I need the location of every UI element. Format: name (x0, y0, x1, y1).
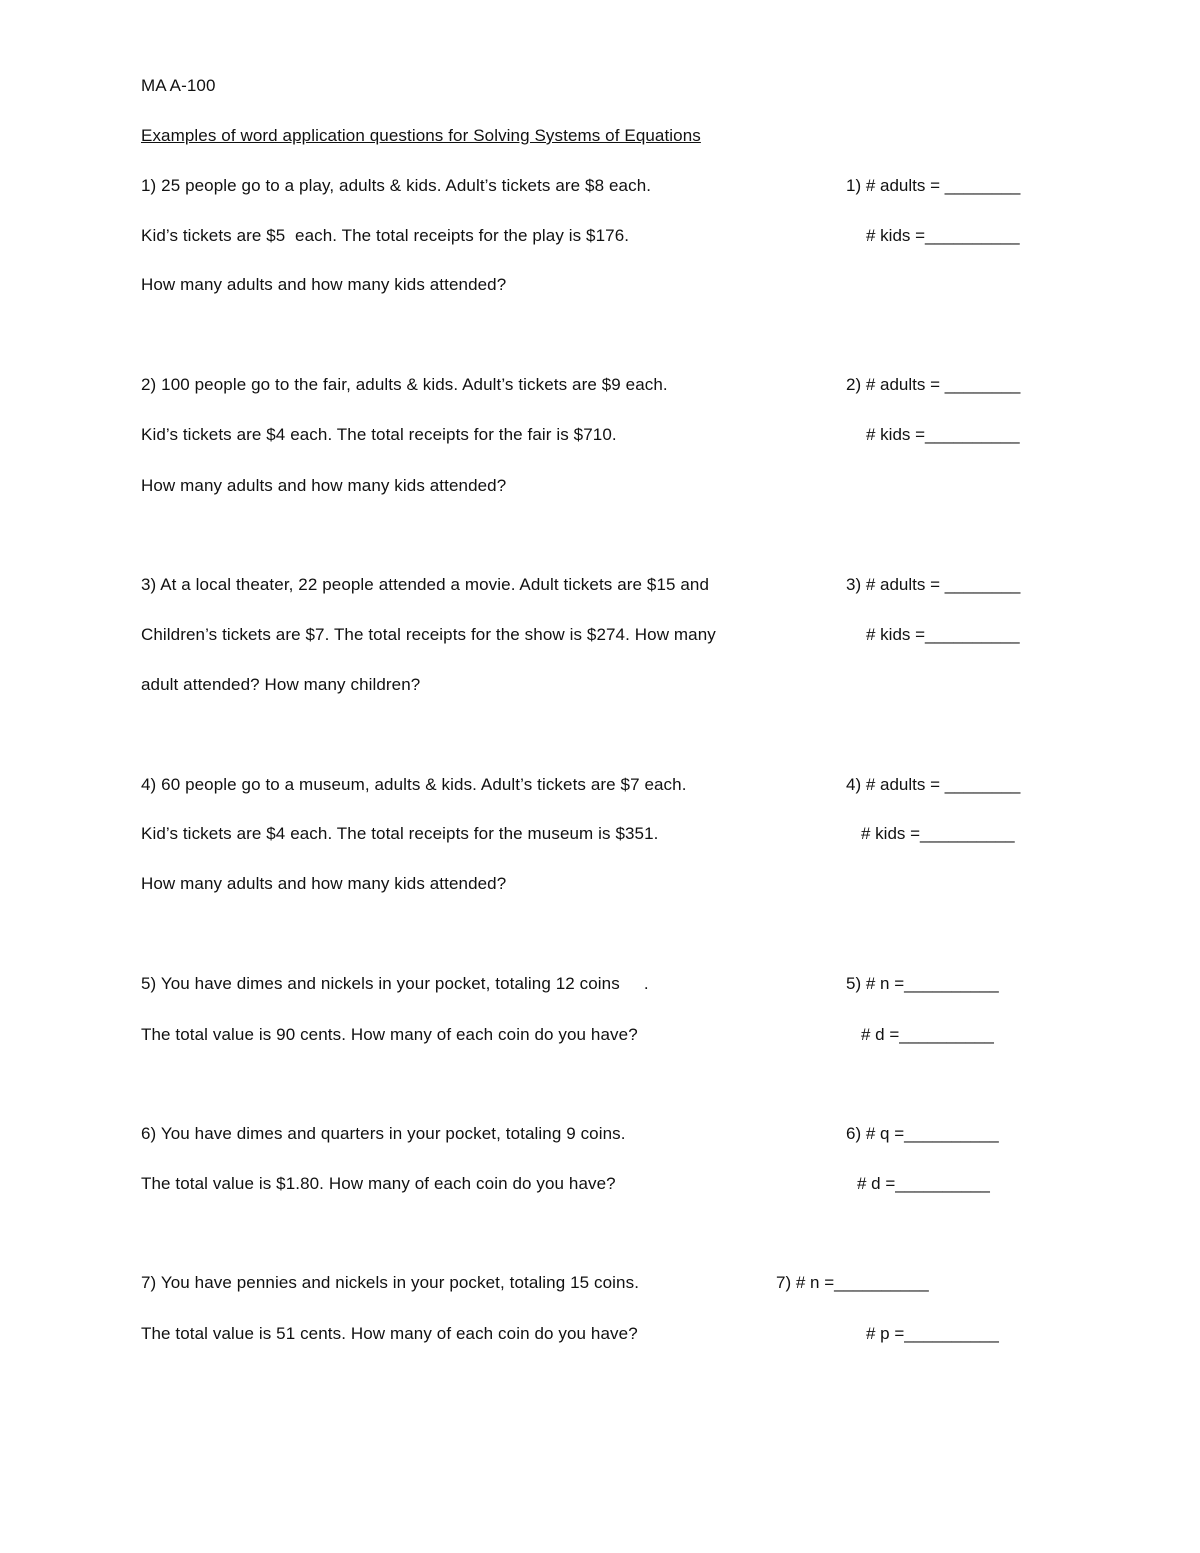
problem-1-line-2: Kid’s tickets are $5 each. The total receipts for the play is $176. (141, 226, 630, 245)
problem-4-line-1: 4) 60 people go to a museum, adults & kids. Adult’s tickets are $7 each. (141, 775, 687, 794)
course-code: MA A-100 (141, 76, 216, 95)
problem-2-answer-kids[interactable]: # kids =__________ (866, 425, 1020, 444)
problem-6-line-2: The total value is $1.80. How many of each coin do you have? (141, 1174, 616, 1193)
problem-1-answer-adults[interactable]: 1) # adults = ________ (846, 176, 1021, 195)
worksheet-title: Examples of word application questions for Solving Systems of Equations (141, 126, 701, 145)
problem-1-answer-kids[interactable]: # kids =__________ (866, 226, 1020, 245)
problem-4-line-3: How many adults and how many kids attended? (141, 874, 507, 893)
problem-3-line-1: 3) At a local theater, 22 people attended a movie. Adult tickets are $15 and (141, 575, 710, 594)
problem-2-line-1: 2) 100 people go to the fair, adults & kids. Adult’s tickets are $9 each. (141, 375, 668, 394)
problem-5-line-2: The total value is 90 cents. How many of each coin do you have? (141, 1025, 638, 1044)
problem-5-answer-dimes[interactable]: # d =__________ (861, 1025, 994, 1044)
problem-5-answer-nickels[interactable]: 5) # n =__________ (846, 974, 999, 993)
problem-6-answer-quarters[interactable]: 6) # q =__________ (846, 1124, 999, 1143)
problem-2-line-2: Kid’s tickets are $4 each. The total receipts for the fair is $710. (141, 425, 617, 444)
problem-3-answer-kids[interactable]: # kids =__________ (866, 625, 1020, 644)
problem-7-line-2: The total value is 51 cents. How many of each coin do you have? (141, 1324, 638, 1343)
problem-2-line-3: How many adults and how many kids attended? (141, 476, 507, 495)
problem-4-answer-adults[interactable]: 4) # adults = ________ (846, 775, 1021, 794)
problem-4-answer-kids[interactable]: # kids =__________ (861, 824, 1015, 843)
problem-7-line-1: 7) You have pennies and nickels in your pocket, totaling 15 coins. (141, 1273, 640, 1292)
problem-6-line-1: 6) You have dimes and quarters in your pocket, totaling 9 coins. (141, 1124, 626, 1143)
problem-4-line-2: Kid’s tickets are $4 each. The total receipts for the museum is $351. (141, 824, 659, 843)
problem-3-line-2: Children’s tickets are $7. The total receipts for the show is $274. How many (141, 625, 716, 644)
problem-1-line-1: 1) 25 people go to a play, adults & kids. Adult’s tickets are $8 each. (141, 176, 652, 195)
problem-6-answer-dimes[interactable]: # d =__________ (857, 1174, 990, 1193)
problem-7-answer-nickels[interactable]: 7) # n =__________ (776, 1273, 929, 1292)
problem-1-line-3: How many adults and how many kids attended? (141, 275, 507, 294)
problem-7-answer-pennies[interactable]: # p =__________ (866, 1324, 999, 1343)
problem-2-answer-adults[interactable]: 2) # adults = ________ (846, 375, 1021, 394)
problem-5-line-1: 5) You have dimes and nickels in your pocket, totaling 12 coins . (141, 974, 649, 993)
problem-3-answer-adults[interactable]: 3) # adults = ________ (846, 575, 1021, 594)
problem-3-line-3: adult attended? How many children? (141, 675, 421, 694)
